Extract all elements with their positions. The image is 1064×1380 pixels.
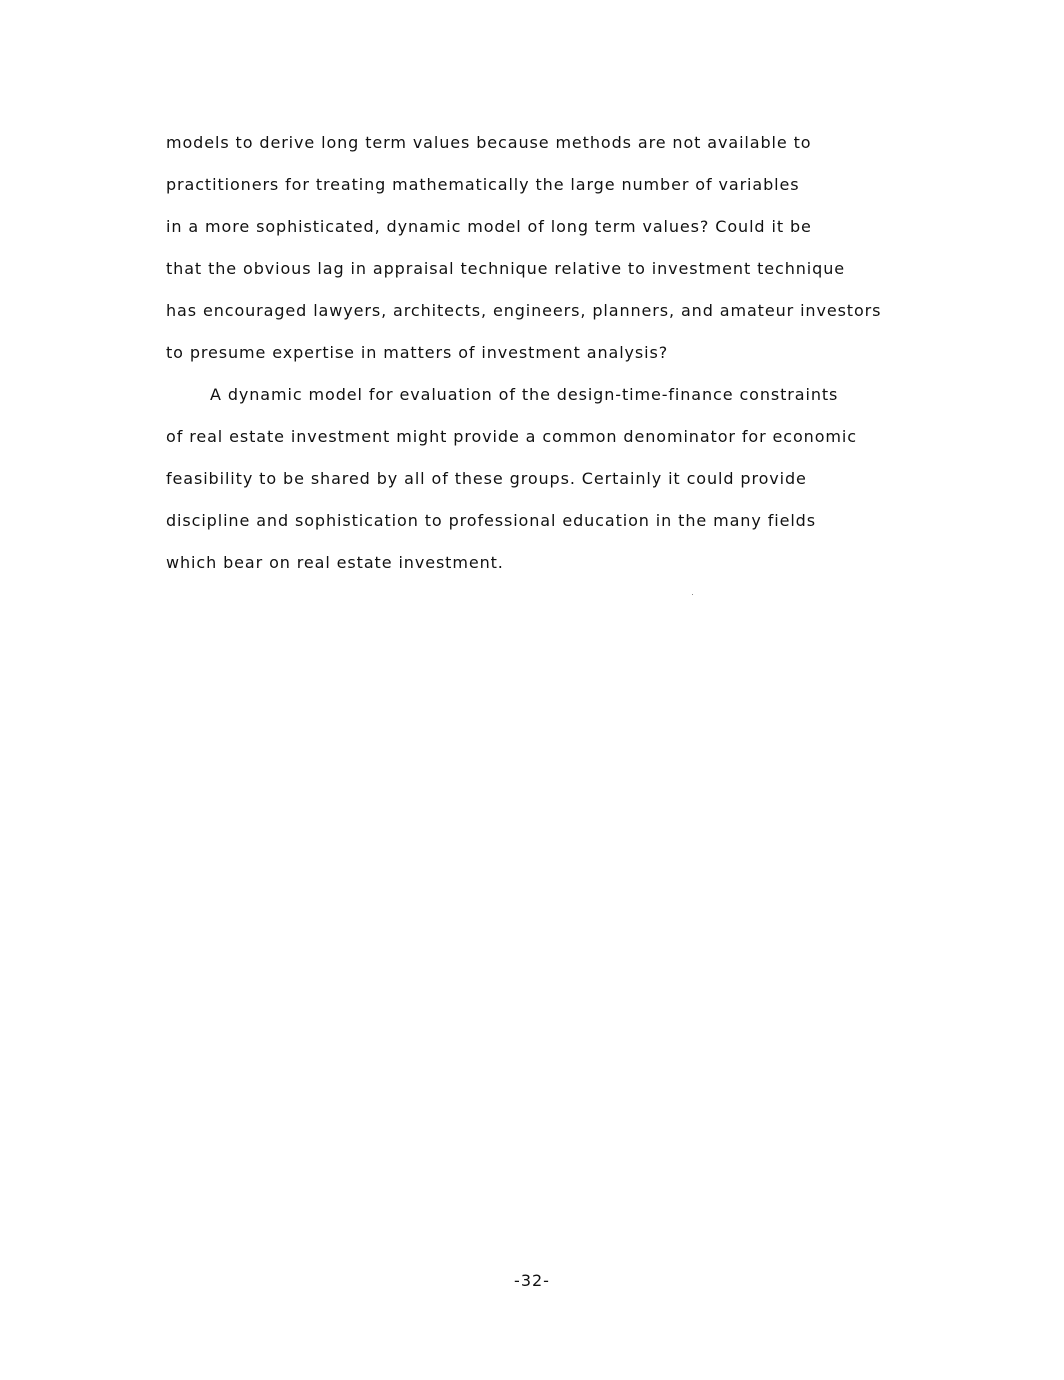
text-line: has encouraged lawyers, architects, engineers, planners, and amateur investors (166, 301, 882, 320)
text-line: discipline and sophistication to professional education in the many fields (166, 511, 816, 530)
text-line: feasibility to be shared by all of these groups. Certainly it could provide (166, 469, 807, 488)
body-text (166, 128, 1016, 590)
text-line: models to derive long term values because methods are not available to (166, 133, 812, 152)
page-number: -32- (514, 1271, 550, 1290)
paragraph-start-line: A dynamic model for evaluation of the design-time-finance constraints (210, 385, 839, 404)
text-line: in a more sophisticated, dynamic model of long term values? Could it be (166, 217, 812, 236)
text-line: to presume expertise in matters of investment analysis? (166, 343, 669, 362)
scan-speck (692, 594, 693, 595)
text-line: that the obvious lag in appraisal technique relative to investment technique (166, 259, 845, 278)
text-line: of real estate investment might provide a common denominator for economic (166, 427, 857, 446)
text-line: which bear on real estate investment. (166, 553, 504, 572)
text-line: practitioners for treating mathematically the large number of variables (166, 175, 800, 194)
